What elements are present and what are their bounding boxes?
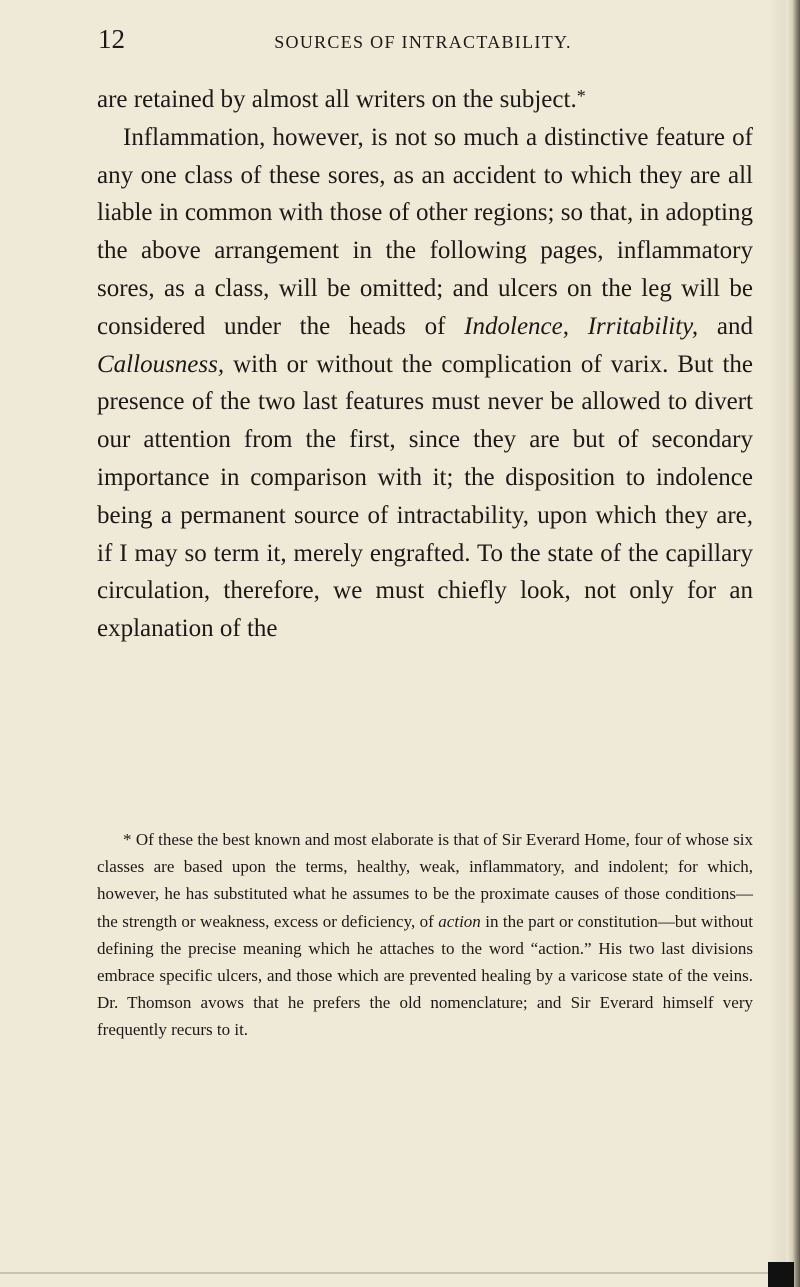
footnote (97, 826, 753, 1044)
page-header (98, 24, 748, 54)
page-edge (786, 0, 800, 1287)
footnote-term-action: action (438, 911, 481, 931)
term-indolence: Indolence, (464, 312, 569, 340)
page-edge-shadow (768, 0, 786, 1287)
paragraph-1-text: are retained by almost all writers on the subject. (97, 86, 577, 113)
paragraph-1 (97, 78, 753, 119)
bottom-line (0, 1272, 780, 1274)
body-text (97, 78, 753, 648)
footnote-text-b: in the part or constitution—but without defining the precise meaning which he attaches to the word “action.” His two last divisions embrace specific ulcers, and those which are prevented healing by a varicose state of the veins. Dr. Thomson avows that he prefers the old nomenclature; and Sir Everard himself very frequently recurs to it. (97, 911, 754, 1040)
page-number: 12 (98, 24, 125, 54)
corner-mark (768, 1262, 794, 1287)
term-irritability: Irritability, (587, 312, 699, 340)
paragraph-2-text-d: with or without the complication of varix. But the presence of the two last features must never be allowed to divert our attention from the first, since they are but of secondary importance in comparison with it; the disposition to indolence being a permanent source of intractability, upon which they are, if I may so term it, merely engrafted. To the state of the capillary circulation, therefore, we must chiefly look, not only for an explanation of the (97, 350, 753, 643)
paragraph-2 (97, 119, 753, 648)
running-title: SOURCES OF INTRACTABILITY. (274, 32, 572, 52)
paragraph-2-text-b (569, 313, 588, 340)
footnote-marker: * (576, 86, 586, 106)
footnote-text-a: * Of these the best known and most elaborate is that of Sir Everard Home, four of whose six classes are based upon the terms, healthy, weak, inflammatory, and indolent; for which, however, he has substituted what he assumes to be the proximate causes of those conditions—the strength or weakness, excess or deficiency, of (97, 830, 753, 931)
term-callousness: Callousness, (97, 350, 225, 378)
paragraph-2-text-a: Inflammation, however, is not so much a distinctive feature of any one class of these sores, as an accident to which they are all liable in common with those of other regions; so that, in adopting the above arrangement in the following pages, inflammatory sores, as a class, will be omitted; and ulcers on the leg will be considered under the heads of (97, 123, 753, 340)
paragraph-2-text-c: and (698, 312, 753, 340)
